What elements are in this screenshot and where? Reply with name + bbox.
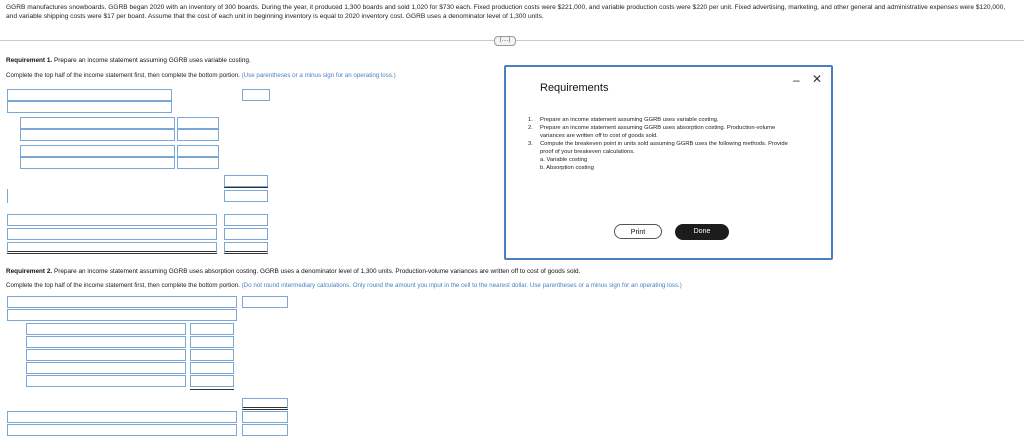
r1-row-value[interactable] xyxy=(177,129,219,141)
r1-row-value[interactable] xyxy=(177,157,219,169)
list-item: 2. Prepare an income statement assuming GGRB uses absorption costing. Production-volume variances are written off to cost of goods sold. xyxy=(528,125,776,139)
r1-row-label[interactable] xyxy=(20,117,175,129)
list-subitem: a. Variable costing xyxy=(540,157,588,163)
r1-subtotal-value[interactable] xyxy=(224,175,268,187)
r1-row-value[interactable] xyxy=(224,228,268,240)
r1-row-value[interactable] xyxy=(224,214,268,226)
r2-row-label[interactable] xyxy=(26,323,186,335)
r2-subtotal-value[interactable] xyxy=(242,398,288,410)
r1-header-amount[interactable] xyxy=(242,89,270,101)
problem-statement: GGRB manufactures snowboards. GGRB began 2020 with an inventory of 300 boards. During the year, it produced 1,300 boards and sold 1,020 for $730 each. Fixed production costs were $221,000, and variable production costs were $220 per unit. Fixed advertising, marketing, and other general and administrative expenses were $120,000, and variable shipping costs were $17 per board. Assume that the cost of each unit in beginning inventory is equal to 2020 inventory cost. GGRB uses a denominator level of 1,300 units. xyxy=(6,4,1006,20)
expand-more-button[interactable]: (....) xyxy=(494,36,516,46)
r2-row-label[interactable] xyxy=(26,336,186,348)
r1-row-label[interactable] xyxy=(20,145,175,157)
requirement-2-label: Requirement 2. xyxy=(6,268,53,275)
requirement-2-heading xyxy=(6,268,580,275)
r2-row-value[interactable] xyxy=(242,411,288,423)
r1-row-value[interactable] xyxy=(177,117,219,129)
requirement-1-text: Prepare an income statement assuming GGRB uses variable costing. xyxy=(53,57,251,64)
requirement-2-hint: (Do not round intermediary calculations. Only round the amount you input in the cell to the nearest dollar. Use parentheses or a minus sign for an operating loss.) xyxy=(241,282,682,289)
r2-row-label[interactable] xyxy=(7,411,237,423)
r2-row-value[interactable] xyxy=(190,375,234,387)
r1-row-value[interactable] xyxy=(177,145,219,157)
requirement-2-instruction: Complete the top half of the income statement first, then complete the bottom portion. (Do not round intermediary calculations. Only round the amount you input in the cell to the nearest dollar. Use parentheses or a minus sign for an operating loss.) xyxy=(6,282,682,289)
requirement-1-instruction: Complete the top half of the income statement first, then complete the bottom portion. (Use parentheses or a minus sign for an operating loss.) xyxy=(6,72,396,79)
r1-row-label[interactable] xyxy=(7,214,217,226)
r1-underline xyxy=(224,187,268,188)
requirements-dialog xyxy=(504,65,833,260)
requirement-1-heading xyxy=(6,57,251,64)
r2-operating-income-value[interactable] xyxy=(242,424,288,436)
r1-row-value[interactable] xyxy=(224,190,268,202)
requirement-1-label: Requirement 1. xyxy=(6,57,53,64)
minimize-icon[interactable]: – xyxy=(793,73,800,87)
list-item: 1. Prepare an income statement assuming GGRB uses variable costing. xyxy=(528,117,719,123)
list-subitem: b. Absorption costing xyxy=(540,165,594,171)
r1-row-label[interactable] xyxy=(20,129,175,141)
r1-operating-income-label[interactable] xyxy=(7,242,217,254)
requirements-list xyxy=(528,116,798,172)
list-item: 3. Compute the breakeven point in units sold assuming GGRB uses the following methods. Provide proof of your breakeven calculations. xyxy=(528,141,788,155)
r2-header-statement[interactable] xyxy=(7,309,237,321)
r2-row-value[interactable] xyxy=(190,323,234,335)
requirement-1-hint: (Use parentheses or a minus sign for an operating loss.) xyxy=(241,72,396,79)
r1-header-statement[interactable] xyxy=(7,101,172,113)
requirement-2-text: Prepare an income statement assuming GGRB uses absorption costing. GGRB uses a denominator level of 1,300 units. Production-volume variances are written off to cost of goods sold. xyxy=(53,268,581,275)
r2-row-label[interactable] xyxy=(26,375,186,387)
r2-header-amount[interactable] xyxy=(242,296,288,308)
r1-header-company[interactable] xyxy=(7,89,172,101)
r2-row-label[interactable] xyxy=(26,362,186,374)
r1-row-label[interactable] xyxy=(7,228,217,240)
r2-row-label[interactable] xyxy=(26,349,186,361)
done-button[interactable]: Done xyxy=(675,224,729,240)
r2-underline xyxy=(190,389,234,390)
r1-row-marker xyxy=(7,189,8,203)
r2-row-value[interactable] xyxy=(190,349,234,361)
r2-operating-income-label[interactable] xyxy=(7,424,237,436)
r2-row-value[interactable] xyxy=(190,336,234,348)
r2-header-company[interactable] xyxy=(7,296,237,308)
r1-operating-income-value[interactable] xyxy=(224,242,268,254)
dialog-title: Requirements xyxy=(540,82,609,94)
r2-row-value[interactable] xyxy=(190,362,234,374)
r1-row-label[interactable] xyxy=(20,157,175,169)
close-icon[interactable]: ✕ xyxy=(812,72,823,86)
print-button[interactable]: Print xyxy=(614,224,662,239)
